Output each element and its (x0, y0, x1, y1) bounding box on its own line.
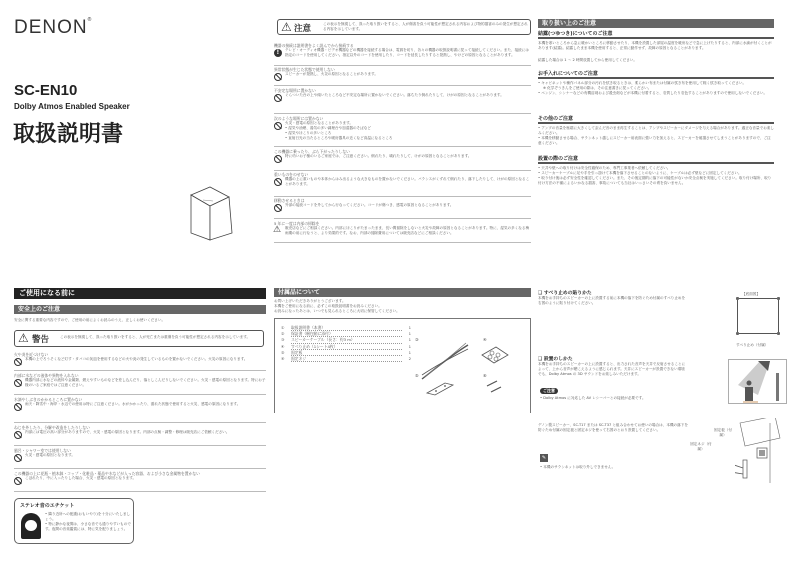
no-water-icon (14, 403, 22, 411)
warning-description: この表示を無視して、誤った取り扱いをすると、人が死亡または重傷を負う可能性が想定される内容を示しています。 (60, 335, 251, 339)
figure-label: ④ (483, 337, 487, 342)
prohibited-icon (274, 204, 282, 212)
section-header-handling: 取り扱い上のご注意 (538, 19, 774, 28)
divider (14, 468, 266, 469)
condensation-note: 結露した場合は 1 〜 2 時間放置してから使用してください。 (538, 58, 637, 62)
warning-triangle-icon: ⚠ (281, 20, 292, 34)
caution-item: 機器の接続は説明書をよく読んでから接続する ! テレビ・オーディオ機器・ビデオ機器などの機器を接続する場合は、電源を切り、各々の機器の取扱説明書に従って接続してください。また、接続には指定のコードを使用してください。指定以外のコードを使用したり、コードを延長したりすると発熱し、やけどの原因となることがあります。 (274, 43, 531, 58)
warning-item: 内部に水などの液体や異物を入れない 機器内部に水などの液体や金属類、燃えやすいものなどを差し込んだり、落としこんだりしないでください。火災・感電の原因となります。特にお子様のいるご家庭ではご注意ください。 (14, 373, 266, 387)
divider (274, 242, 531, 243)
accessory-row: ⑤ 固定板 1 (281, 349, 411, 355)
caution-item: 次のような場所には置かない 火災・感電の原因となることがあります。 • 湿気や油煙、湯気の多い調理台や加湿器のそばなど • 湿気やほこりの多いところ • 直射日光の当たるところや暖房器具の近くなど高温になるところ (274, 116, 393, 140)
install-list: • 天井や壁への取り付けは安全性確保のため、専門工事業者へ依頼してください。 • スピーカーケーブルに足や手を引っ掛けて本機を落下させることのないように、ケーブルは必ず壁などに固定してください。 • 取り付け後は必ず安全性を確認してください。また、その後定期的に落下の可能性がないか安全点検を実施してください。取り付け場所、取り付け方法の不備によるいかなる損害、事故についても当社はいっさいその責を負いません。 (538, 166, 772, 185)
warning-item: 水滴やしぶきのかかるところに置かない 雨天・降雪中・海岸・水辺での使用は特にご注意ください。水がかかったり、濡れた状態で使用すると火災、感電の原因になります。 (14, 397, 266, 407)
warning-item: 火や炎を近づけない 本機の上でろうそくなど灯す・タバコの灰皿を使用するなどの火や炎の発生しているものを置かないでください。火災の原因になります。 (14, 352, 266, 362)
brand-logo: DENON® (14, 17, 93, 38)
prohibited-icon (14, 379, 22, 387)
prohibited-icon (274, 73, 282, 81)
diagram-title: 【底面図】 (742, 292, 760, 296)
caution-item: 移動させるときは 外部の接続コードを外してから行なってください。コードが傷つき、感電の原因となることがあります。 (274, 198, 531, 208)
divider (274, 170, 531, 171)
wall-mount-diagram (735, 418, 795, 488)
caution-item: 5 年に一度は内部の掃除を ⚠ 販売店などにご相談ください。内部にほこりがたまったまま、長い間掃除をしないと火災や故障の原因となることがあります。特に、湿気の多くなる梅雨期の前に行なうと、より効果的です。なお、内部の掃除費用については販売店などにご相談ください。 (274, 221, 531, 236)
caution-item: 不安定な場所に置かない ぐらついた台の上や傾いたところなど不安定な場所に置かないでください。落ちたり倒れたりして、けがの原因となることがあります。 (274, 88, 531, 98)
care-list: • キャビネットや操作パネル部分の汚れを拭き取るときは、柔らかい布または付属の拭き布を使用して軽く拭き取ってください。 ※ 化学ぞうきんをご使用の際は、その注意書きに従ってください。 • ベンジン、シンナーなどの有機溶剤および殺虫剤などが本機に付着すると、変質したり変色することがありますので使用しないでください。 (538, 81, 768, 95)
speaker-cable-icon (420, 341, 470, 381)
fixing-screws-icon (485, 379, 507, 395)
note-badge: ご注意 (540, 388, 558, 394)
divider (14, 445, 266, 446)
etiquette-title: ステレオ音のエチケット (20, 503, 75, 509)
warning-triangle-icon: ⚠ (18, 331, 29, 345)
divider (538, 122, 774, 124)
non-slip-text: 本機をお手持ちのスピーカーの上に設置する前に本機の落下を防ぐため付属のすべり止めを右図のように貼り付けてください。 (538, 296, 686, 305)
section-header-safety: 安全上のご注意 (14, 305, 266, 314)
installation-note: • Dolby Atmos に対応した AV レシーバーとの接続が必要です。 (540, 396, 646, 400)
model-number: SC-EN10 (14, 82, 78, 99)
pad-dot (736, 332, 739, 335)
accessory-row: ② 保証書（梱包箱に添付） 1 (281, 331, 411, 337)
speaker-illustration (185, 185, 245, 255)
exclamation-icon (274, 49, 282, 57)
figure-label: ③ (415, 337, 419, 342)
subheading-care: お手入れについてのご注意 (538, 71, 598, 77)
figure-label: ⑥ (483, 373, 487, 378)
screw-label: 固定ネジ（付属） (690, 442, 712, 451)
subheading-non-slip: ❑ すべり止めの貼りかた (538, 289, 592, 296)
section-header-accessories: 付属品について (274, 288, 531, 297)
pad-dot (777, 297, 780, 300)
section-header-before-use: ご使用になる前に (14, 288, 266, 299)
divider (274, 196, 531, 197)
memo-text: • 本機のサランネットは取り外しできません。 (540, 465, 616, 469)
divider (274, 218, 531, 219)
caution-description: この表示を無視して、誤った取り扱いをすると、人が傷害を負う可能性が想定される内容および物的損害のみの発生が想定される内容を示しています。 (323, 22, 528, 31)
caution-box (277, 19, 531, 35)
accessories-box (274, 318, 531, 413)
safety-intro: 安全に関する重要な内容ですので、ご使用の前によくお読みのうえ、正しくお使いください。 (14, 318, 166, 322)
divider (14, 491, 266, 492)
accessories-intro: お買い上げいただきありがとうございます。 本機をご使用になる前に、必ずこの取扱説明書をお読みください。 お読みになったあとは、いつでも見られるところに大切に保管してください。 (274, 299, 400, 313)
pad-dot (736, 297, 739, 300)
no-bath-icon (14, 454, 22, 462)
warning-triangle-icon (274, 227, 282, 235)
divider (14, 422, 266, 423)
mount-text: デノン製スピーカー、SC-T17 または SC-T37 と組み合わせてお使いの場合は、本機の落下を防ぐため付属の固定板と固定ネジを使って右図のとおり設置してください。 (538, 423, 688, 432)
prohibited-icon (274, 155, 282, 163)
figure-label: ⑤ (415, 373, 419, 378)
divider (274, 85, 531, 86)
divider (14, 394, 266, 395)
memo-pencil-icon: ✎ (541, 455, 547, 461)
warning-item: この機器の上に花瓶・植木鉢・コップ・化粧品・薬品や水などが入った容器、および小さな金属物を置かない こぼれたり、中に入ったりした場合、火災・感電の原因となります。 (14, 471, 266, 481)
warning-label: 警告 (32, 335, 50, 345)
divider (538, 77, 774, 79)
accessory-row: ③ スピーカーケーブル（長さ：約3 m） 1 (281, 337, 411, 343)
installation-text: 本機をお手持ちのスピーカーの上に設置すると、出力された音声を天井で反射させることによって、上から音声が聴こえるように感じられます。天井にスピーカーが設置できない環境でも、Dolby Atmos の 3D サウンドをお楽しみいただけます。 (538, 362, 686, 376)
divider (538, 162, 774, 164)
caution-item: この機器に乗ったり、ぶら下がったりしない 特に幼いお子様のいるご家庭では、ご注意ください。倒れたり、壊れたりして、けがの原因となることがあります。 (274, 149, 531, 159)
plate-label: 固定板（付属） (714, 428, 732, 437)
accessories-list (281, 325, 411, 362)
caution-label: 注意 (294, 24, 312, 34)
caution-item: 重いものをのせない 機器の上に重いものや本体からはみ出るような大きなものを置かないでください。バランスがくずれて倒れたり、落下したりして、けがの原因となることがあります。 (274, 172, 530, 186)
accessory-row: ① 取扱説明書（本書） 1 (281, 325, 411, 330)
divider (14, 370, 266, 371)
manual-title: 取扱説明書 (13, 122, 124, 147)
ceiling-reflection-diagram (728, 359, 788, 405)
pad-dot (777, 332, 780, 335)
etiquette-box: ステレオ音のエチケット • 隣り近所への配慮(おもいやり)を十分にいたしましょう。 • 特に静かな夜間は、小さな音でも通りやすいものです。夜間の音楽鑑賞には、特に気を配りましょう。 (14, 498, 134, 544)
subheading-install: 設置の際のご注意 (538, 156, 579, 162)
warning-item: ねじを外したり、分解や改造をしたりしない 内部には電圧の高い部分がありますので、火災・感電の原因となります。内部の点検・調整・修理は販売店にご依頼ください。 (14, 425, 266, 435)
bottom-view-diagram (737, 298, 779, 334)
non-slip-label: すべり止め（付属） (736, 343, 769, 347)
divider (274, 113, 531, 114)
divider (538, 37, 774, 39)
headphones-face-icon (21, 513, 41, 539)
subheading-other: その他のご注意 (538, 116, 574, 122)
caution-item: 異常状態が生じた状態で使用しない スピーカーが発熱し、火災の原因となることがあります。 (274, 67, 531, 77)
no-water-icon (14, 477, 22, 485)
divider (274, 65, 531, 66)
accessory-row: ④ すべり止め（1シート4枚） 1 (281, 343, 411, 349)
prohibited-icon (274, 94, 282, 102)
subheading-installation: ❑ 設置のしかた (538, 355, 573, 362)
warning-item: 風呂・シャワー室では使用しない 火災・感電の原因となります。 (14, 448, 266, 458)
product-subtitle: Dolby Atmos Enabled Speaker (14, 102, 130, 111)
condensation-text: 本機を寒いところから急に暖かいところに移動させたり、本機を設置した部屋の温度を暖房などで急に上げたりすると、内部に水滴が付くことがあります(結露)。結露したまま本機を使用すると、正常に動作せず、故障の原因となることがあります。 (538, 41, 772, 50)
no-fire-icon (14, 358, 22, 366)
prohibited-icon (14, 431, 22, 439)
non-slip-pads-icon (480, 345, 510, 365)
fixing-plate-icon (425, 381, 455, 397)
prohibited-icon (274, 178, 282, 186)
divider (274, 146, 531, 147)
accessory-row: ⑥ 固定ネジ 2 (281, 356, 411, 362)
subheading-condensation: 結露(つゆつき)についてのご注意 (538, 31, 613, 37)
other-list: • アンプの音量を極端に大きくして歪んだ音のまま再生することは、アンプやスピーカーにダメージを与える場合があります。適正な音量でお楽しみください。 • 本機を移動させる場合、サランネット越しにスピーカー前表面に強い力を加えると、スピーカーを破損させてしまうことがありますので、ご注意ください。 (538, 126, 774, 145)
warning-box (14, 330, 264, 347)
prohibited-icon (274, 122, 282, 130)
